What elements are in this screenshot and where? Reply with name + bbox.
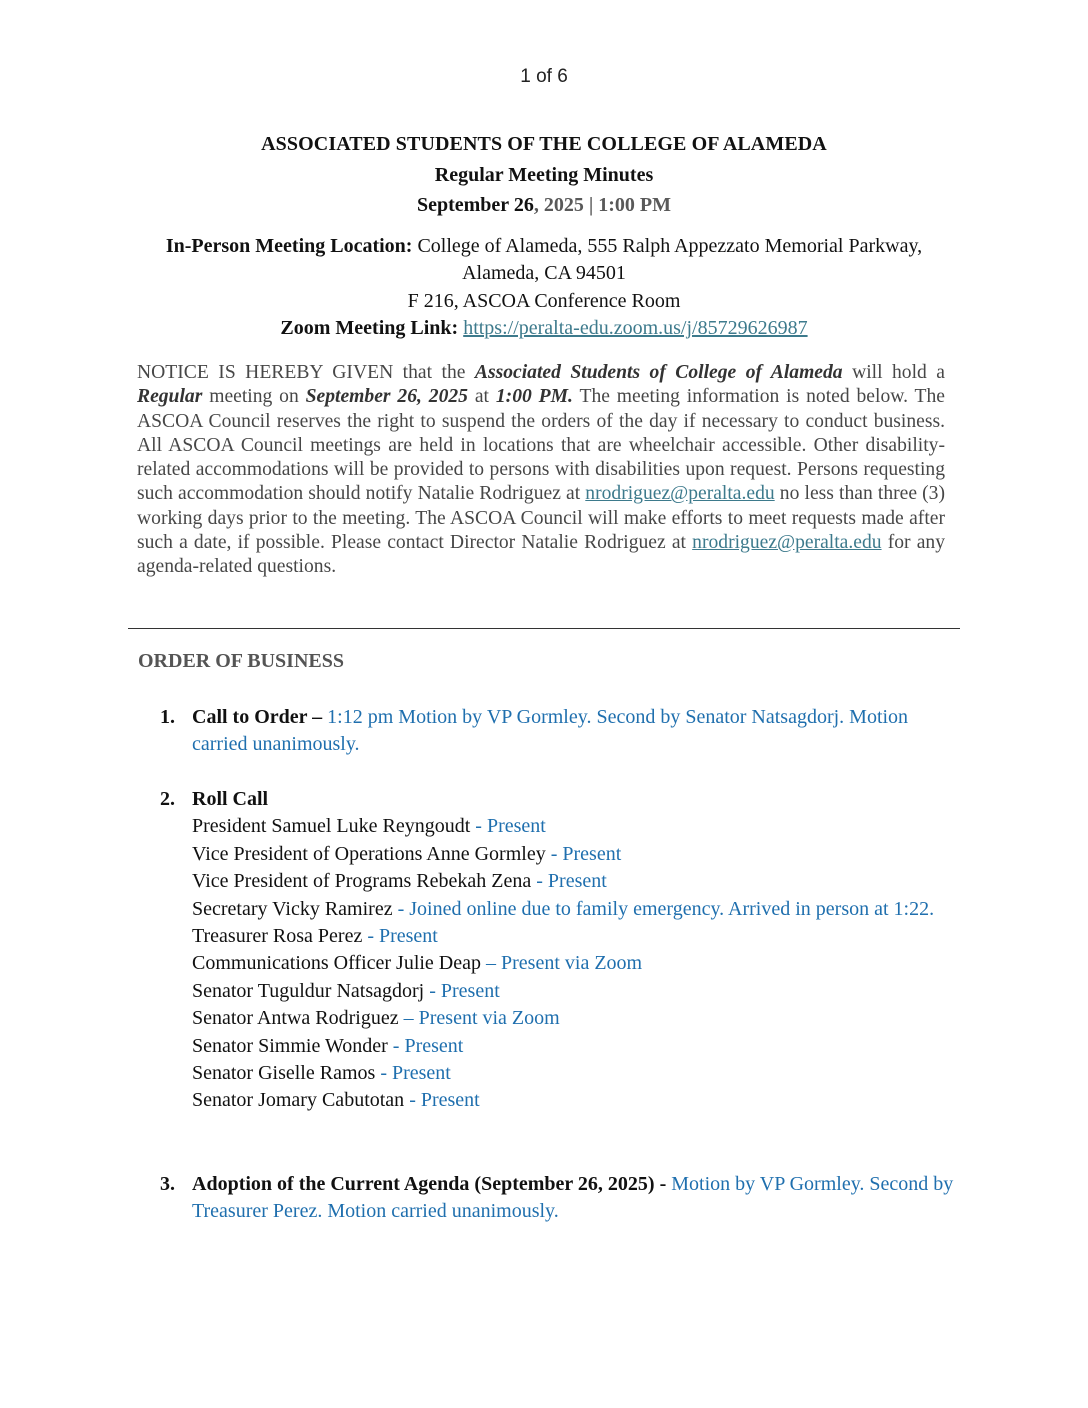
roll-entry	[192, 1087, 960, 1114]
member-name: Communications Officer Julie Deap	[192, 952, 482, 975]
roll-entry	[192, 1033, 960, 1060]
roll-entry	[192, 841, 960, 868]
member-name: Senator Jomary Cabutotan	[192, 1089, 405, 1112]
member-status: – Present via Zoom	[398, 1007, 560, 1030]
zoom-label: Zoom Meeting Link:	[280, 317, 459, 339]
notice-text: no less than three (3) working days prior to the meeting. The ASCOA Council will make efforts to meet requests made after such a date, if possible. Please contact Director Natalie Rodriguez at	[137, 483, 946, 554]
notice-type: Regular	[137, 386, 203, 408]
roll-entry	[192, 896, 960, 923]
item-title: Adoption of the Current Agenda (September 26, 2025) -	[192, 1173, 667, 1195]
location-city: Alameda, CA 94501	[462, 262, 626, 284]
org-title: ASSOCIATED STUDENTS OF THE COLLEGE OF ALAMEDA	[261, 133, 827, 155]
horizontal-divider	[128, 628, 960, 629]
location-label: In-Person Meeting Location:	[165, 235, 413, 257]
roll-entry	[192, 978, 960, 1005]
member-status: – Present via Zoom	[481, 952, 643, 975]
page-indicator: 1 of 6	[520, 66, 568, 87]
member-status: - Present	[387, 1034, 464, 1057]
member-status: - Present	[424, 979, 500, 1002]
member-status: - Present	[470, 815, 546, 838]
location-line	[0, 235, 1088, 258]
member-status: - Joined online due to family emergency. Arrived in person at 1:22.	[392, 897, 935, 920]
roll-entry	[192, 1060, 960, 1087]
item-number: 2.	[160, 788, 175, 810]
member-status: - Present	[545, 842, 622, 865]
roll-entry	[192, 1005, 960, 1032]
notice-text: at	[467, 386, 496, 408]
item-title: Call to Order	[192, 706, 308, 728]
member-name: Senator Antwa Rodriguez	[192, 1007, 399, 1030]
roll-entry	[192, 868, 960, 895]
date-year-time: , 2025 | 1:00 PM	[533, 194, 671, 216]
member-name: Vice President of Programs Rebekah Zena	[192, 870, 532, 893]
roll-entry	[192, 923, 960, 950]
notice-text: for any agenda-related questions.	[137, 532, 946, 578]
item-number: 1.	[160, 706, 175, 728]
member-name: Treasurer Rosa Perez	[192, 925, 363, 948]
location-room: F 216, ASCOA Conference Room	[407, 290, 681, 312]
roll-entry	[192, 813, 960, 840]
roll-entry	[192, 950, 960, 977]
member-name: Vice President of Operations Anne Gormley	[192, 842, 546, 865]
item-separator: –	[307, 706, 328, 728]
location-address: College of Alameda, 555 Ralph Appezzato Memorial Parkway,	[412, 235, 923, 257]
notice-text: NOTICE IS HEREBY GIVEN that the	[137, 362, 475, 383]
notice-org: Associated Students of College of Alameda	[474, 362, 843, 383]
member-status: - Present	[375, 1062, 451, 1085]
notice-text: will hold a	[842, 362, 945, 383]
member-status: - Present	[531, 870, 607, 893]
item-note: 1:12 pm Motion by VP Gormley. Second by Senator Natsagdorj. Motion carried unanimously.	[192, 706, 909, 756]
notice-text: The meeting information is noted below. The ASCOA Council reserves the right to suspend the orders of the day if necessary to conduct business. All ASCOA Council meetings are held in locations that are wheelchair accessible. Other disability-related accommodations will be provided to persons with disabilities upon request. Persons requesting such accommodation should notify Natalie Rodriguez at	[137, 386, 945, 505]
agenda-item-roll-call	[160, 786, 960, 1115]
item-number: 3.	[160, 1173, 175, 1195]
notice-text: meeting on	[202, 386, 306, 408]
member-name: President Samuel Luke Reyngoudt	[192, 815, 471, 838]
member-name: Senator Giselle Ramos	[192, 1062, 376, 1085]
zoom-line	[0, 317, 1088, 340]
email-link[interactable]: nrodriguez@peralta.edu	[585, 483, 775, 505]
member-name: Senator Tuguldur Natsagdorj	[192, 979, 425, 1002]
member-name: Secretary Vicky Ramirez	[192, 897, 393, 920]
member-status: - Present	[362, 925, 438, 948]
meeting-date	[0, 194, 1088, 217]
notice-time: 1:00 PM.	[495, 386, 573, 408]
date-day: September 26	[416, 194, 534, 216]
member-name: Senator Simmie Wonder	[192, 1034, 388, 1057]
notice-paragraph	[137, 361, 945, 580]
item-title: Roll Call	[192, 788, 269, 810]
item-note: Motion by VP Gormley. Second by Treasurer Perez. Motion carried unanimously.	[192, 1173, 954, 1223]
member-status: - Present	[404, 1089, 480, 1112]
email-link[interactable]: nrodriguez@peralta.edu	[692, 532, 882, 554]
section-heading: ORDER OF BUSINESS	[138, 650, 344, 672]
zoom-meeting-link[interactable]: https://peralta-edu.zoom.us/j/85729626987	[463, 317, 808, 339]
notice-date: September 26, 2025	[305, 386, 468, 408]
agenda-item-adoption	[160, 1171, 960, 1226]
document-subtitle: Regular Meeting Minutes	[434, 164, 654, 186]
agenda-item-call-to-order	[160, 704, 960, 759]
